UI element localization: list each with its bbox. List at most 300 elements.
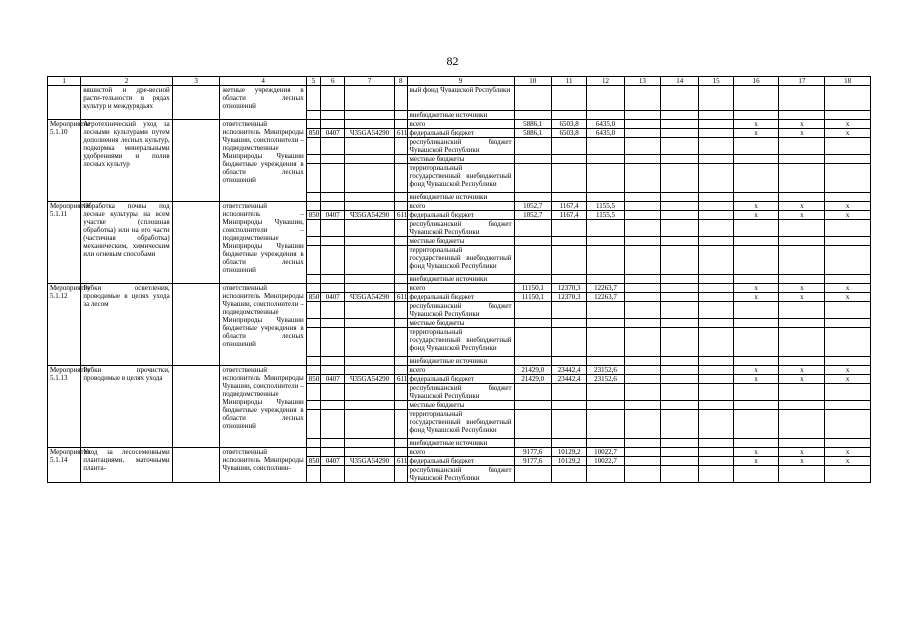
empty-cell: [395, 319, 407, 328]
section-code-cell: 0407: [321, 457, 345, 466]
empty-cell: [395, 246, 407, 275]
executor-cell: ответственный исполнитель Минприроды Чувашии, соисполнин-: [220, 448, 306, 483]
empty-cell: [306, 246, 321, 275]
indicator-cell: [825, 357, 871, 366]
amount-cell: [514, 410, 551, 439]
amount-cell: 6435,0: [587, 120, 624, 129]
column-number: 15: [699, 77, 733, 86]
indicator-cell: [733, 302, 779, 319]
empty-cell: [699, 129, 733, 138]
empty-cell: [321, 155, 345, 164]
executor-cell: ответственный исполнитель Минприроды Чувашии, соисполнители – подведомственные Минприроды Чувашии бюджетные учреждения в области лесных отношений: [220, 120, 306, 202]
empty-cell: [624, 357, 660, 366]
empty-cell: [395, 401, 407, 410]
empty-cell: [624, 293, 660, 302]
event-name-cell: Рубки осветления, проводимые в целях ухода за лесом: [81, 284, 172, 366]
amount-cell: [551, 275, 586, 284]
empty-cell: [172, 120, 220, 202]
funding-source-cell: федеральный бюджет: [407, 375, 514, 384]
target-article-cell: Ч35GA54290: [345, 293, 395, 302]
empty-cell: [321, 439, 345, 448]
indicator-cell: x: [825, 293, 871, 302]
table-row: [48, 448, 871, 457]
funding-source-cell: местные бюджеты: [407, 237, 514, 246]
empty-cell: [551, 86, 586, 111]
funding-source-cell: территориальный государственный внебюджетный фонд Чувашской Республики: [407, 410, 514, 439]
amount-cell: [514, 384, 551, 401]
indicator-cell: [779, 155, 825, 164]
empty-cell: [306, 237, 321, 246]
funding-source-cell: всего: [407, 202, 514, 211]
indicator-cell: x: [733, 120, 779, 129]
column-number: 7: [345, 77, 395, 86]
empty-cell: [345, 193, 395, 202]
indicator-cell: [825, 237, 871, 246]
amount-cell: 12263,7: [587, 284, 624, 293]
empty-cell: [306, 193, 321, 202]
amount-cell: 12370,3: [551, 284, 586, 293]
column-number: 6: [321, 77, 345, 86]
indicator-cell: x: [733, 457, 779, 466]
empty-cell: [306, 220, 321, 237]
empty-cell: [661, 410, 699, 439]
empty-cell: [306, 138, 321, 155]
indicator-cell: [825, 328, 871, 357]
empty-cell: [345, 366, 395, 375]
indicator-cell: x: [733, 375, 779, 384]
indicator-cell: [733, 275, 779, 284]
empty-cell: [321, 319, 345, 328]
expense-type-cell: 611: [395, 457, 407, 466]
empty-cell: [624, 211, 660, 220]
amount-cell: 10129,2: [551, 448, 586, 457]
indicator-cell: [825, 302, 871, 319]
column-number: 5: [306, 77, 321, 86]
empty-cell: [661, 111, 699, 120]
empty-cell: [661, 155, 699, 164]
empty-cell: [306, 284, 321, 293]
indicator-cell: x: [779, 284, 825, 293]
empty-cell: [624, 284, 660, 293]
funding-source-cell: внебюджетные источники: [407, 439, 514, 448]
empty-cell: [699, 328, 733, 357]
expense-type-cell: 611: [395, 129, 407, 138]
indicator-cell: x: [825, 448, 871, 457]
empty-cell: [395, 284, 407, 293]
empty-cell: [345, 246, 395, 275]
indicator-cell: x: [825, 284, 871, 293]
funding-source-cell: всего: [407, 448, 514, 457]
funding-source-cell: территориальный государственный внебюджетный фонд Чувашской Республики: [407, 246, 514, 275]
empty-cell: [321, 302, 345, 319]
indicator-cell: [825, 466, 871, 483]
event-code-cell: [48, 86, 81, 120]
indicator-cell: [825, 220, 871, 237]
empty-cell: [345, 155, 395, 164]
empty-cell: [345, 284, 395, 293]
indicator-cell: [733, 220, 779, 237]
empty-cell: [345, 275, 395, 284]
indicator-cell: x: [779, 375, 825, 384]
empty-cell: [306, 357, 321, 366]
amount-cell: [551, 246, 586, 275]
indicator-cell: [779, 466, 825, 483]
empty-cell: [345, 410, 395, 439]
column-number: 12: [587, 77, 624, 86]
indicator-cell: [779, 220, 825, 237]
empty-cell: [321, 246, 345, 275]
empty-cell: [699, 410, 733, 439]
amount-cell: 1155,5: [587, 202, 624, 211]
amount-cell: [551, 193, 586, 202]
indicator-cell: [733, 410, 779, 439]
indicator-cell: x: [733, 448, 779, 457]
indicator-cell: [825, 384, 871, 401]
empty-cell: [661, 120, 699, 129]
empty-cell: [321, 448, 345, 457]
indicator-cell: [779, 193, 825, 202]
empty-cell: [321, 120, 345, 129]
indicator-cell: x: [779, 448, 825, 457]
empty-cell: [624, 328, 660, 357]
empty-cell: [661, 293, 699, 302]
event-code-cell: Мероприятие 5.1.11: [48, 202, 81, 284]
amount-cell: 23442,4: [551, 366, 586, 375]
empty-cell: [172, 202, 220, 284]
amount-cell: 9177,6: [514, 448, 551, 457]
funding-source-cell: республиканский бюджет Чувашской Республики: [407, 220, 514, 237]
column-number: 4: [220, 77, 306, 86]
empty-cell: [395, 275, 407, 284]
indicator-cell: x: [733, 129, 779, 138]
empty-cell: [321, 237, 345, 246]
empty-cell: [699, 237, 733, 246]
empty-cell: [661, 220, 699, 237]
empty-cell: [661, 211, 699, 220]
empty-cell: [624, 246, 660, 275]
indicator-cell: [779, 275, 825, 284]
empty-cell: [661, 246, 699, 275]
indicator-cell: [733, 164, 779, 193]
indicator-cell: [779, 164, 825, 193]
indicator-cell: [825, 439, 871, 448]
empty-cell: [395, 111, 407, 120]
empty-cell: [306, 155, 321, 164]
empty-cell: [172, 86, 220, 120]
empty-cell: [172, 284, 220, 366]
empty-cell: [587, 111, 624, 120]
amount-cell: [551, 138, 586, 155]
empty-cell: [699, 155, 733, 164]
empty-cell: [306, 466, 321, 483]
empty-cell: [661, 193, 699, 202]
empty-cell: [395, 439, 407, 448]
funding-source-cell: местные бюджеты: [407, 155, 514, 164]
amount-cell: 23442,4: [551, 375, 586, 384]
indicator-cell: [825, 138, 871, 155]
amount-cell: 10129,2: [551, 457, 586, 466]
indicator-cell: x: [733, 284, 779, 293]
column-number: 13: [624, 77, 660, 86]
amount-cell: 10022,7: [587, 457, 624, 466]
empty-cell: [321, 401, 345, 410]
empty-cell: [661, 448, 699, 457]
amount-cell: [587, 401, 624, 410]
amount-cell: [551, 328, 586, 357]
empty-cell: [321, 138, 345, 155]
amount-cell: [587, 155, 624, 164]
empty-cell: [661, 164, 699, 193]
target-article-cell: Ч35GA54290: [345, 375, 395, 384]
amount-cell: [551, 302, 586, 319]
empty-cell: [661, 302, 699, 319]
amount-cell: [514, 138, 551, 155]
empty-cell: [306, 111, 321, 120]
funding-source-cell: вый фонд Чувашской Республики: [407, 86, 514, 111]
empty-cell: [624, 401, 660, 410]
indicator-cell: [825, 275, 871, 284]
column-number: 18: [825, 77, 871, 86]
empty-cell: [624, 366, 660, 375]
amount-cell: 6503,8: [551, 120, 586, 129]
empty-cell: [661, 384, 699, 401]
empty-cell: [699, 448, 733, 457]
column-number: 16: [733, 77, 779, 86]
empty-cell: [321, 357, 345, 366]
empty-cell: [321, 275, 345, 284]
empty-cell: [624, 384, 660, 401]
indicator-cell: x: [779, 211, 825, 220]
indicator-cell: [779, 319, 825, 328]
funding-source-cell: федеральный бюджет: [407, 457, 514, 466]
indicator-cell: x: [825, 129, 871, 138]
amount-cell: [514, 246, 551, 275]
amount-cell: [587, 246, 624, 275]
empty-cell: [779, 86, 825, 111]
amount-cell: [587, 193, 624, 202]
empty-cell: [395, 357, 407, 366]
indicator-cell: [779, 401, 825, 410]
empty-cell: [624, 120, 660, 129]
empty-cell: [699, 457, 733, 466]
empty-cell: [624, 375, 660, 384]
indicator-cell: [825, 155, 871, 164]
empty-cell: [321, 111, 345, 120]
empty-cell: [306, 401, 321, 410]
empty-cell: [661, 457, 699, 466]
amount-cell: [551, 384, 586, 401]
indicator-cell: [779, 246, 825, 275]
empty-cell: [321, 410, 345, 439]
empty-cell: [624, 448, 660, 457]
indicator-cell: x: [779, 202, 825, 211]
grbs-code-cell: 850: [306, 129, 321, 138]
empty-cell: [624, 155, 660, 164]
empty-cell: [395, 155, 407, 164]
empty-cell: [661, 237, 699, 246]
empty-cell: [661, 319, 699, 328]
column-number: 8: [395, 77, 407, 86]
amount-cell: 6503,8: [551, 129, 586, 138]
empty-cell: [321, 220, 345, 237]
amount-cell: [587, 439, 624, 448]
target-article-cell: Ч35GA54290: [345, 211, 395, 220]
empty-cell: [624, 457, 660, 466]
target-article-cell: Ч35GA54290: [345, 129, 395, 138]
empty-cell: [345, 138, 395, 155]
empty-cell: [699, 193, 733, 202]
empty-cell: [699, 275, 733, 284]
amount-cell: [514, 237, 551, 246]
empty-cell: [825, 86, 871, 111]
executor-cell: ответственный исполнитель Минприроды Чувашии, соисполнители – подведомственные Минприроды Чувашии бюджетные учреждения в области лесных отношений: [220, 284, 306, 366]
empty-cell: [345, 357, 395, 366]
table-row: [48, 284, 871, 293]
amount-cell: 12263,7: [587, 293, 624, 302]
amount-cell: [587, 410, 624, 439]
empty-cell: [306, 384, 321, 401]
amount-cell: [514, 155, 551, 164]
program-table: [47, 76, 871, 483]
table-row: [48, 86, 871, 111]
amount-cell: 21429,0: [514, 366, 551, 375]
amount-cell: [551, 357, 586, 366]
column-number-row: [48, 77, 871, 86]
column-number: 9: [407, 77, 514, 86]
empty-cell: [733, 111, 779, 120]
funding-source-cell: республиканский бюджет Чувашской Республики: [407, 466, 514, 483]
empty-cell: [306, 202, 321, 211]
empty-cell: [661, 366, 699, 375]
empty-cell: [699, 384, 733, 401]
grbs-code-cell: 850: [306, 375, 321, 384]
funding-source-cell: внебюджетные источники: [407, 357, 514, 366]
empty-cell: [624, 220, 660, 237]
empty-cell: [699, 293, 733, 302]
event-name-cell: вяшистой и дре-весной расти-тельности в рядах культур и междурядьях: [81, 86, 172, 120]
section-code-cell: 0407: [321, 211, 345, 220]
indicator-cell: x: [733, 211, 779, 220]
indicator-cell: x: [825, 211, 871, 220]
amount-cell: [514, 319, 551, 328]
amount-cell: [514, 275, 551, 284]
empty-cell: [624, 202, 660, 211]
column-number: 11: [551, 77, 586, 86]
amount-cell: 10022,7: [587, 448, 624, 457]
target-article-cell: Ч35GA54290: [345, 457, 395, 466]
empty-cell: [699, 246, 733, 275]
amount-cell: [587, 275, 624, 284]
empty-cell: [306, 302, 321, 319]
amount-cell: 6435,0: [587, 129, 624, 138]
empty-cell: [514, 111, 551, 120]
empty-cell: [345, 401, 395, 410]
empty-cell: [345, 202, 395, 211]
empty-cell: [395, 448, 407, 457]
section-code-cell: 0407: [321, 375, 345, 384]
column-number: 17: [779, 77, 825, 86]
amount-cell: [587, 384, 624, 401]
indicator-cell: [733, 138, 779, 155]
amount-cell: 23152,6: [587, 375, 624, 384]
empty-cell: [345, 220, 395, 237]
empty-cell: [306, 319, 321, 328]
amount-cell: [587, 237, 624, 246]
amount-cell: [587, 164, 624, 193]
empty-cell: [661, 138, 699, 155]
amount-cell: [551, 401, 586, 410]
grbs-code-cell: 850: [306, 211, 321, 220]
empty-cell: [699, 202, 733, 211]
empty-cell: [395, 410, 407, 439]
amount-cell: [551, 164, 586, 193]
expense-type-cell: 611: [395, 211, 407, 220]
amount-cell: [551, 319, 586, 328]
empty-cell: [699, 211, 733, 220]
empty-cell: [395, 86, 407, 111]
table-row: [48, 202, 871, 211]
empty-cell: [321, 193, 345, 202]
empty-cell: [699, 319, 733, 328]
empty-cell: [661, 86, 699, 111]
empty-cell: [306, 448, 321, 457]
empty-cell: [172, 366, 220, 448]
empty-cell: [699, 284, 733, 293]
table-row: [48, 120, 871, 129]
empty-cell: [395, 220, 407, 237]
indicator-cell: [779, 439, 825, 448]
empty-cell: [172, 448, 220, 483]
empty-cell: [514, 86, 551, 111]
amount-cell: [587, 220, 624, 237]
indicator-cell: x: [779, 457, 825, 466]
empty-cell: [661, 466, 699, 483]
empty-cell: [624, 193, 660, 202]
empty-cell: [699, 302, 733, 319]
indicator-cell: [733, 357, 779, 366]
empty-cell: [321, 86, 345, 111]
amount-cell: [587, 466, 624, 483]
column-number: 10: [514, 77, 551, 86]
empty-cell: [624, 275, 660, 284]
empty-cell: [699, 466, 733, 483]
funding-source-cell: республиканский бюджет Чувашской Республики: [407, 138, 514, 155]
amount-cell: 11150,1: [514, 293, 551, 302]
indicator-cell: x: [825, 202, 871, 211]
empty-cell: [395, 237, 407, 246]
amount-cell: 9177,6: [514, 457, 551, 466]
empty-cell: [661, 401, 699, 410]
amount-cell: 12370,3: [551, 293, 586, 302]
indicator-cell: [733, 466, 779, 483]
empty-cell: [661, 328, 699, 357]
amount-cell: [514, 220, 551, 237]
amount-cell: 5886,1: [514, 129, 551, 138]
indicator-cell: [825, 193, 871, 202]
funding-source-cell: федеральный бюджет: [407, 129, 514, 138]
amount-cell: [514, 328, 551, 357]
empty-cell: [699, 401, 733, 410]
amount-cell: 11150,1: [514, 284, 551, 293]
empty-cell: [306, 328, 321, 357]
expense-type-cell: 611: [395, 293, 407, 302]
empty-cell: [321, 328, 345, 357]
empty-cell: [699, 220, 733, 237]
empty-cell: [699, 375, 733, 384]
indicator-cell: x: [779, 366, 825, 375]
amount-cell: 21429,0: [514, 375, 551, 384]
empty-cell: [345, 164, 395, 193]
